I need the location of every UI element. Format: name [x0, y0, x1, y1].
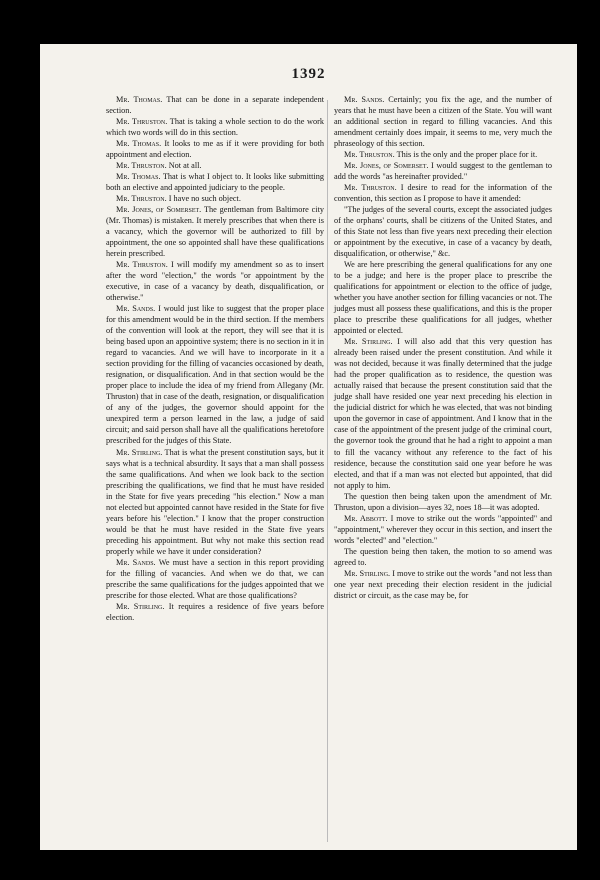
paragraph	[106, 447, 324, 557]
speaker-name: Mr. Stirling.	[116, 601, 165, 611]
speaker-name: Mr. Thomas.	[116, 95, 163, 104]
column-divider	[327, 100, 328, 842]
speaker-name: Mr. Thruston.	[344, 183, 397, 193]
paragraph	[334, 160, 552, 182]
paragraph	[106, 138, 324, 160]
paragraph	[106, 94, 324, 116]
paragraph-text: The question being then taken, the motion to so amend was agreed to.	[334, 546, 552, 567]
speaker-name: Mr. Thruston.	[344, 150, 395, 160]
paragraph	[334, 513, 552, 546]
speaker-name: Mr. Stirling.	[344, 568, 391, 578]
paragraph	[106, 160, 324, 171]
speaker-name: Mr. Thruston.	[116, 117, 168, 127]
speaker-name: Mr. Thruston.	[116, 161, 167, 171]
document-page	[40, 44, 577, 850]
paragraph	[106, 171, 324, 193]
paragraph	[106, 116, 324, 138]
paragraph-text: It looks to me as if it were providing for both appointment and election.	[106, 139, 324, 160]
paragraph	[334, 568, 552, 601]
paragraph-text: That is what I object to. It looks like submitting both an elective and appointed judiciary to the people.	[106, 172, 324, 193]
paragraph-text: It requires a residence of five years before election.	[106, 601, 325, 622]
paragraph	[334, 94, 552, 149]
paragraph-text: We must have a section in this report providing for the filling of vacancies. And when we do that, we can prescribe the same qualifications for the judges appointed that we prescribe for those elected. What are those qualifications?	[106, 557, 324, 600]
paragraph	[334, 491, 552, 513]
page-number: 1392	[291, 66, 326, 82]
speaker-name: Mr. Jones, of Somerset.	[116, 205, 202, 215]
speaker-name: Mr. Thruston.	[116, 194, 167, 204]
paragraph-text: I move to strike out the words "and not less than one year next preceding their election resident in the judicial district or circuit, as the case may be, for	[334, 568, 552, 600]
speaker-name: Mr. Thruston.	[116, 260, 168, 270]
paragraph-text: I will modify my amendment so as to insert after the word "election," the words "or appointment by the executive, in case of a vacancy by death, disqualification, or otherwise."	[106, 260, 324, 303]
paragraph	[334, 204, 552, 259]
paragraph	[334, 182, 552, 204]
paragraph	[106, 193, 324, 204]
paragraph	[106, 601, 324, 623]
speaker-name: Mr. Jones, of Somerset.	[344, 161, 429, 171]
paragraph-text: The gentleman from Baltimore city (Mr. Thomas) is mistaken. It merely prescribes that when there is a vacancy, which the governor will be authorized to fill by appointment, the one so appointed shall have these qualifications herein prescribed.	[106, 205, 324, 259]
paragraph-text: "The judges of the several courts, except the associated judges of the orphans' courts, shall be citizens of the United States, and of this State not less than five years next preceding their election or appointment by the executive, in case of a vacancy by death, disqualification, or otherwise," &c.	[334, 205, 552, 259]
paragraph-text: I would suggest to the gentleman to add the words "as hereinafter provided."	[334, 161, 552, 182]
speaker-name: Mr. Stirling.	[344, 337, 393, 347]
paragraph-text: I desire to read for the information of the convention, this section as I propose to have it amended:	[334, 183, 552, 204]
paragraph-text: That can be done in a separate independent section.	[106, 95, 324, 116]
paragraph-text: We are here prescribing the general qualifications for any one to be a judge; and here is the proper place to prescribe the qualifications for appointment or election to the office of judge, whether you have another section for filling vacancies or not. The judges must all possess these qualifications, and this is the proper place to prescribe these qualifications for all judges, whether appointed or elected.	[334, 260, 552, 336]
paragraph-text: I have no such object.	[168, 194, 241, 204]
paragraph	[106, 557, 324, 601]
speaker-name: Mr. Abbott.	[344, 513, 388, 523]
paragraph	[106, 303, 324, 446]
paragraph-text: The question then being taken upon the amendment of Mr. Thruston, upon a division—ayes 32, noes 18—it was adopted.	[334, 491, 552, 512]
paragraph-text: I will also add that this very question has already been raised under the present constitution. And while it was not decided, because it was finally determined that the judge had the proper qualification as to residence, the question was actually raised that because the present constitution said that the judge shall have resided one year next preceding his election in the judicial district for which he was elected, that was not binding upon the governor in case of appointment. And I know that in the case of the appointment of the present judge of the criminal court, the governor took the ground that he had a right to appoint a man to fill the vacancy without any reference to the fact of his residence, because the constitution said one year before he was elected, and that if a man was not elected but appointed, that did not apply to him.	[334, 337, 553, 490]
paragraph-text: I would just like to suggest that the proper place for this amendment would be in the third section. If the members of the convention will look at the report, they will see that it is being based upon an appointive system; there is no section in it in regard to vacancies. And we will have to incorporate in it a section providing for the filling of vacancies occasioned by death, resignation, or disqualification. And in that section would be the proper place to include the idea of my friend from Allegany (Mr. Thruston) that in case of the death, resignation, or disqualification of any of the judges, the governor should appoint for the unexpired term a person learned in the law, a judge of said circuit; and said person shall have all the qualifications heretofore prescribed for the judges of this State.	[106, 304, 325, 446]
paragraph-text: I move to strike out the words "appointed" and "appointment," wherever they occur in this section, and insert the words "elected" and "election."	[334, 513, 553, 545]
paragraph	[334, 149, 552, 160]
left-column	[106, 94, 324, 623]
speaker-name: Mr. Sands.	[116, 557, 156, 567]
speaker-name: Mr. Stirling.	[116, 447, 163, 457]
speaker-name: Mr. Sands.	[116, 304, 156, 314]
paragraph-text: That is what the present constitution says, but it says what is a technical absurdity. It says that a man shall possess the same qualifications. And when we look back to the section prescribing the qualifications, we find that he must have resided in the State for five years preceding "his election." Now a man not elected but appointed cannot have resided in the State for five years before his "election." I know that the proper construction would be that he must have resided in the State five years preceding his appointment. But why not make this section read properly while we have it under consideration?	[106, 447, 324, 556]
paragraph	[106, 259, 324, 303]
paragraph	[106, 204, 324, 259]
paragraph-text: Not at all.	[168, 161, 202, 171]
paragraph	[334, 259, 552, 336]
speaker-name: Mr. Thomas.	[116, 172, 161, 182]
speaker-name: Mr. Sands.	[344, 95, 385, 104]
paragraph-text: This is the only and the proper place for it.	[396, 150, 538, 160]
paragraph-text: Certainly; you fix the age, and the number of years that he must have been a citizen of the State. You will want an additional section in regard to filling vacancies. And this amendment certainly does impair, it seems to me, very much the phraseology of this section.	[334, 95, 553, 149]
speaker-name: Mr. Thomas.	[116, 139, 162, 149]
paragraph	[334, 546, 552, 568]
paragraph	[334, 336, 552, 490]
paragraph-text: That is taking a whole section to do the work which two words will do in this section.	[106, 117, 324, 138]
right-column	[334, 94, 552, 601]
